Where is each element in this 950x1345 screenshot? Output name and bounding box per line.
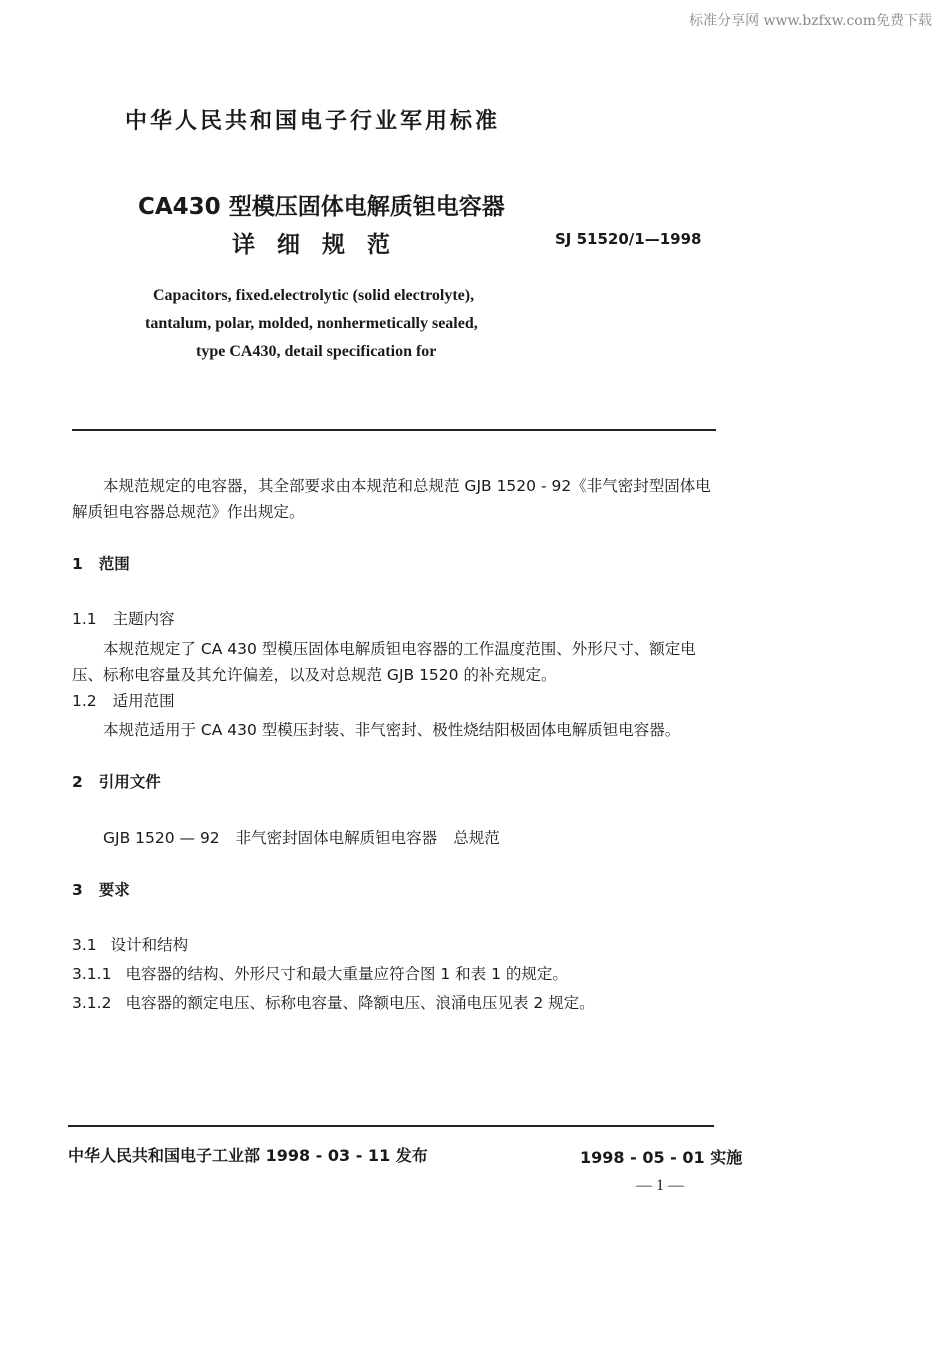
referenced-document (103, 826, 500, 848)
page-number: — 1 — (636, 1177, 684, 1194)
section-1-heading (72, 552, 130, 574)
section-title: 设计和结构 (110, 936, 189, 954)
section-1-1-text-line-2: 压、标称电容量及其允许偏差，以及对总规范 GJB 1520 的补充规定。 (72, 666, 557, 684)
section-3-1-1 (72, 962, 568, 984)
section-number: 1.1 (72, 610, 97, 628)
reference-code: GJB 1520 — 92 (103, 829, 220, 847)
section-1-1-heading (72, 607, 175, 629)
watermark: 标准分享网 www.bzfxw.com免费下载 (689, 13, 932, 29)
section-title: 适用范围 (112, 692, 175, 710)
section-number: 3 (72, 881, 83, 899)
english-title-line-1: Capacitors, fixed.electrolytic (solid electrolyte), (153, 287, 475, 304)
standard-organization-heading: 中华人民共和国电子行业军用标准 (125, 109, 501, 134)
section-number: 3.1 (72, 936, 97, 954)
reference-name: 非气密封固体电解质钽电容器 (235, 829, 438, 847)
reference-suffix: 总规范 (453, 829, 500, 847)
section-title: 范围 (98, 555, 130, 573)
section-2-heading (72, 770, 161, 792)
section-text: 电容器的额定电压、标称电容量、降额电压、浪涌电压见表 2 规定。 (125, 994, 595, 1012)
section-1-1-text-line-1: 本规范规定了 CA 430 型模压固体电解质钽电容器的工作温度范围、外形尺寸、额定电 (103, 640, 696, 658)
section-3-1-heading (72, 933, 188, 955)
bottom-divider (68, 1125, 714, 1127)
document-subtitle: 详细规范 (232, 232, 412, 258)
section-number: 2 (72, 773, 83, 791)
intro-line-2: 解质钽电容器总规范》作出规定。 (72, 503, 305, 521)
document-title: CA430 型模压固体电解质钽电容器 (138, 194, 505, 220)
section-number: 1 (72, 555, 83, 573)
top-divider (72, 429, 716, 431)
section-number: 3.1.1 (72, 965, 112, 983)
english-title-line-3: type CA430, detail specification for (196, 343, 437, 360)
section-title: 要求 (98, 881, 130, 899)
english-title-line-2: tantalum, polar, molded, nonhermetically sealed, (145, 315, 478, 332)
section-1-2-heading (72, 689, 175, 711)
implementation-date: 1998 - 05 - 01 实施 (580, 1148, 743, 1167)
section-1-2-text: 本规范适用于 CA 430 型模压封装、非气密封、极性烧结阳极固体电解质钽电容器。 (103, 721, 681, 739)
intro-line-1: 本规范规定的电容器，其全部要求由本规范和总规范 GJB 1520 - 92《非气密封型固体电 (103, 477, 711, 495)
section-text: 电容器的结构、外形尺寸和最大重量应符合图 1 和表 1 的规定。 (125, 965, 568, 983)
publish-date: 中华人民共和国电子工业部 1998 - 03 - 11 发布 (68, 1146, 428, 1165)
section-title: 主题内容 (112, 610, 175, 628)
section-3-1-2 (72, 991, 595, 1013)
section-number: 3.1.2 (72, 994, 112, 1012)
standard-code: SJ 51520/1—1998 (555, 230, 702, 248)
section-title: 引用文件 (98, 773, 161, 791)
section-number: 1.2 (72, 692, 97, 710)
section-3-heading (72, 878, 130, 900)
